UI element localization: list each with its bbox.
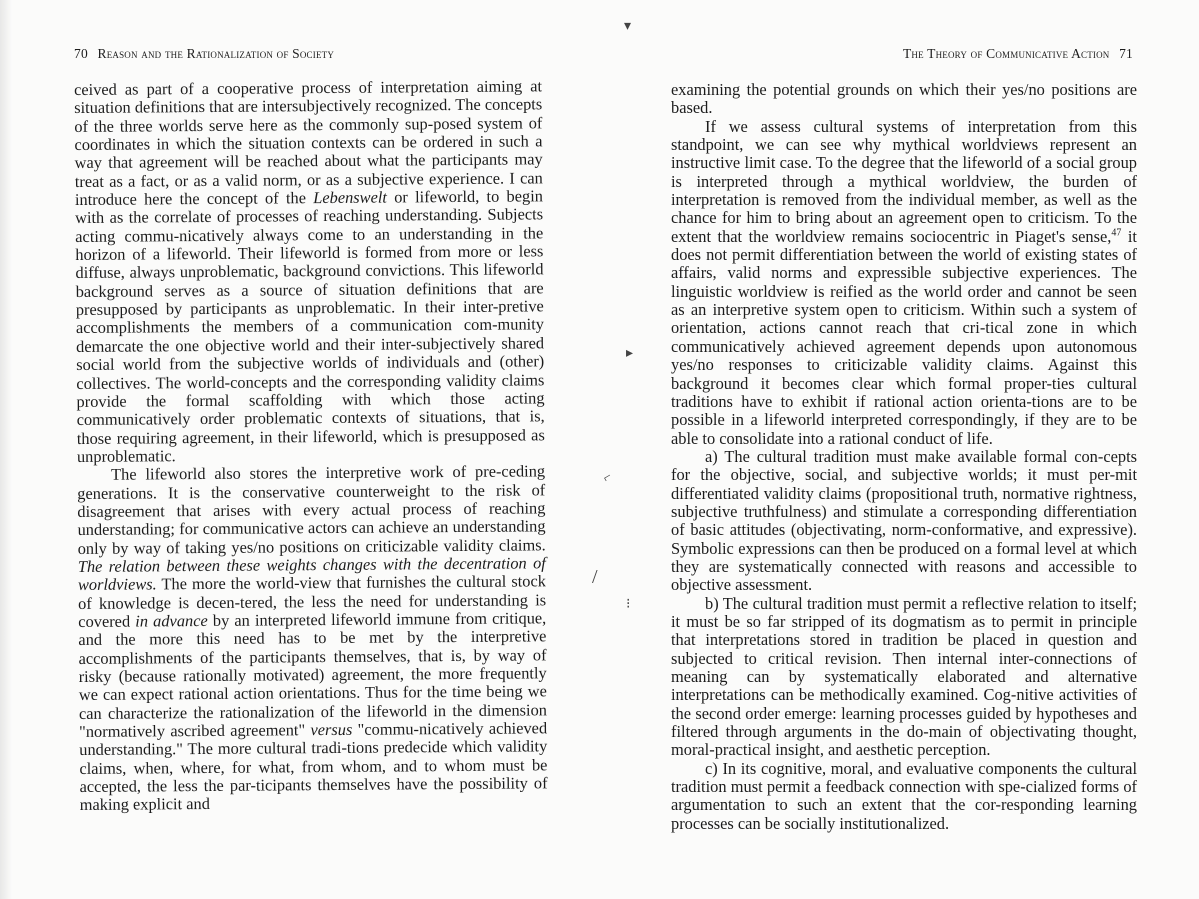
left-paragraph-1: ceived as part of a cooperative process of interpretation aiming at situation definitions that are intersubjectively recognized. The concepts of the three worlds serve here as the commonly sup-posed system of coordinates in which the situation contexts can be ordered in such a way that agreement will be reached about what the participants may treat as a fact, or as a valid norm, or as a subjective experience. I can introduce here the concept of the Lebenswelt or lifeworld, to begin with as the correlate of processes of reaching understanding. Subjects acting commu-nicatively always come to an understanding in the horizon of a lifeworld. Their lifeworld is formed from more or less diffuse, always unproblematic, background convictions. This lifeworld background serves as a source of situation definitions that are presupposed by participants as unproblematic. In their inter-pretive accomplishments the members of a communication com-munity demarcate the one objective world and their inter-subjectively shared social world from the subjective worlds of individuals and (other) collectives. The world-concepts and the corresponding validity claims provide the formal scaffolding with which those acting communicatively order problematic contexts of situations, that is, those requiring agreement, in their lifeworld, which is presupposed as unproblematic. <box>73 76 545 466</box>
right-page <box>600 0 1199 899</box>
gutter-speck: ⌐ <box>600 469 615 487</box>
right-running-head-title: The Theory of Communicative Action <box>902 46 1110 61</box>
left-page-number: 70 <box>74 46 88 61</box>
left-paragraph-2: The lifeworld also stores the interpretive work of pre-ceding generations. It is the conservative counterweight to the risk of disagreement that arises with every actual process of reaching understanding; for communicative actors can achieve an understanding only by way of taking yes/no positions on criticizable validity claims. The relation between these weights changes with the decentration of worldviews. The more the world-view that furnishes the cultural stock of knowledge is decen-tered, the less the need for understanding is covered in advance by an interpreted lifeworld immune from critique, and the more this need has to be met by the interpretive accomplishments of the participants themselves, that is, by way of risky (because rationally motivated) agreement, the more frequently we can expect rational action orientations. Thus for the time being we can characterize the rationalization of the lifeworld in the dimension "normatively ascribed agreement" versus "commu-nicatively achieved understanding." The more cultural tradi-tions predecide which validity claims, when, where, for what, from whom, and to whom must be accepted, the less the par-ticipants themselves have the possibility of making explicit and <box>77 461 548 815</box>
right-running-header <box>903 46 1139 62</box>
gutter-speck: ▾ <box>624 19 632 34</box>
right-paragraph-2: If we assess cultural systems of interpretation from this standpoint, we can see why mythical worldviews represent an instructive limit case. To the degree that the lifeworld of a social group is interpreted through a mythical worldview, the burden of interpretation is removed from the individual member, as well as the chance for him to bring about an agreement open to criticism. To the extent that the worldview remains sociocentric in Piaget's sense,$^{47}$ it does not permit differentiation between the world of existing states of affairs, valid norms and expressible subjective experiences. The linguistic worldview is reified as the world order and cannot be seen as an interpretive system open to criticism. Within such a system of orientation, actions cannot reach that cri-tical zone in which communicatively achieved agreement depends upon autonomous yes/no responses to criticizable validity claims. Against this background it becomes clear which formal proper-ties cultural traditions have to exhibit if rational action orienta-tions are to be possible in a lifeworld interpreted correspondingly, if they are to be able to consolidate into a rational conduct of life. <box>671 116 1137 448</box>
left-body-text <box>74 77 548 814</box>
left-running-head-title: Reason and the Rationalization of Society <box>97 46 335 61</box>
gutter-speck: ▸ <box>626 346 634 361</box>
right-paragraph-a: a) The cultural tradition must make available formal con-cepts for the objective, social, and subjective worlds; it must per-mit differentiated validity claims (propositional truth, normative rightness, subjective truthfulness) and stimulate a corresponding differentiation of basic attitudes (objectivating, norm-conformative, and expressive). Symbolic expressions can then be produced on a formal level at which they are systematically connected with reasons and accessible to objective assessment. <box>671 446 1137 595</box>
right-body-text <box>671 81 1137 833</box>
right-paragraph-c: c) In its cognitive, moral, and evaluative components the cultural tradition must permit a feedback connection with spe-cialized forms of argumentation to such an extent that the cor-responding learning processes can be socially institutionalized. <box>671 758 1137 833</box>
left-running-header <box>68 46 334 62</box>
footnote-reference: 47 <box>1111 227 1122 239</box>
right-page-number: 71 <box>1119 46 1133 61</box>
gutter-speck: ⁝ <box>626 597 631 612</box>
gutter-speck: / <box>592 566 598 588</box>
right-paragraph-b: b) The cultural tradition must permit a reflective relation to itself; it must be so far stripped of its dogmatism as to permit in principle that interpretations stored in tradition be placed in question and subjected to critical revision. Then internal inter-connections of meaning can by systematically elaborated and alternative interpretations can be methodically examined. Cog-nitive activities of the second order emerge: learning processes guided by hypotheses and filtered through arguments in the do-main of objectivating thought, moral-practical insight, and aesthetic perception. <box>671 593 1137 760</box>
page-edge-shadow <box>0 0 12 899</box>
right-paragraph-1: examining the potential grounds on which their yes/no positions are based. <box>671 80 1137 118</box>
